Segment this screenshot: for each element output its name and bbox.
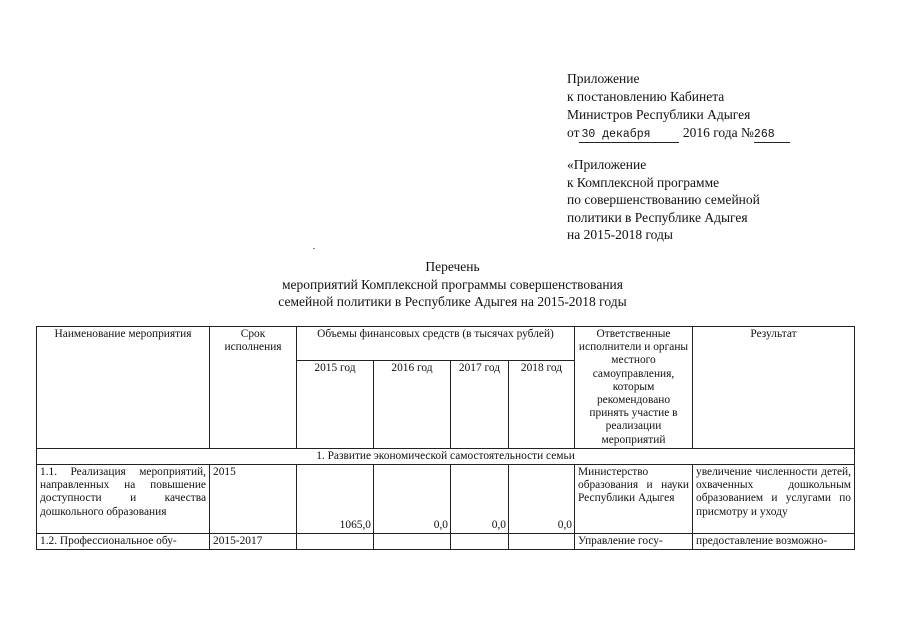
year-label: 2016 года № <box>682 125 754 140</box>
row-name: 1.2. Профессиональное обу- <box>37 534 210 550</box>
measures-table <box>36 326 855 550</box>
section-row <box>37 448 855 464</box>
row-responsible: Министерство образования и науки Республики Адыгея <box>575 465 693 534</box>
appendix2-line-5: на 2015-2018 годы <box>567 227 673 242</box>
header-2016: 2016 год <box>374 360 451 448</box>
row-2016: 0,0 <box>374 465 451 534</box>
appendix2-line-2: к Комплексной программе <box>567 174 720 190</box>
appendix-line-3: Министров Республики Адыгея <box>567 107 751 122</box>
row-2018: 0,0 <box>509 465 575 534</box>
table-row <box>37 534 855 550</box>
title-line-3: семейной политики в Республике Адыгея на 2015-2018 годы <box>278 294 627 309</box>
appendix-date-line <box>567 124 790 143</box>
number-field <box>754 126 790 143</box>
section-title: 1. Развитие экономической самостоятельности семьи <box>37 448 855 464</box>
header-term: Срок исполнения <box>210 327 297 449</box>
row-responsible: Управление госу- <box>575 534 693 550</box>
table-row <box>37 465 855 534</box>
appendix2-line-3: по совершенствованию семейной <box>567 192 760 207</box>
row-result: предоставление возможно- <box>693 534 855 550</box>
row-term: 2015-2017 <box>210 534 297 550</box>
header-name: Наименование мероприятия <box>37 327 210 449</box>
row-2017: 0,0 <box>451 465 509 534</box>
date-value: 30 декабря <box>581 128 651 141</box>
appendix2-line-1: «Приложение <box>567 157 647 172</box>
title-line-2: мероприятий Комплексной программы совершенствования <box>282 276 623 292</box>
row-result: увеличение численности детей, охваченных дошкольным образованием и услугами по присмотру и уходу <box>693 465 855 534</box>
row-2017 <box>451 534 509 550</box>
header-2017: 2017 год <box>451 360 509 448</box>
row-term: 2015 <box>210 465 297 534</box>
number-value: 268 <box>753 128 775 141</box>
appendix-line-1: Приложение <box>567 71 640 86</box>
from-label: от <box>567 125 580 140</box>
row-2015: 1065,0 <box>297 465 374 534</box>
row-2018 <box>509 534 575 550</box>
title-line-1: Перечень <box>425 259 480 274</box>
scan-speck <box>313 248 315 249</box>
row-name: 1.1. Реализация мероприятий, направленных на повышение доступности и качества дошкольного образования <box>37 465 210 534</box>
header-result: Результат <box>693 327 855 449</box>
header-2015: 2015 год <box>297 360 374 448</box>
appendix2-line-4: политики в Республике Адыгея <box>567 209 748 225</box>
header-funding: Объемы финансовых средств (в тысячах рублей) <box>297 327 575 361</box>
header-responsible: Ответственные исполнители и органы местного самоуправления, которым рекомендовано принять участие в реализации мероприятий <box>575 327 693 449</box>
document-title <box>200 258 705 311</box>
header-2018: 2018 год <box>509 360 575 448</box>
appendix-block <box>567 70 790 143</box>
appendix2-block <box>567 156 760 244</box>
date-field <box>579 126 679 143</box>
appendix-line-2: к постановлению Кабинета <box>567 89 725 104</box>
header-row <box>37 327 855 361</box>
row-2016 <box>374 534 451 550</box>
row-2015 <box>297 534 374 550</box>
